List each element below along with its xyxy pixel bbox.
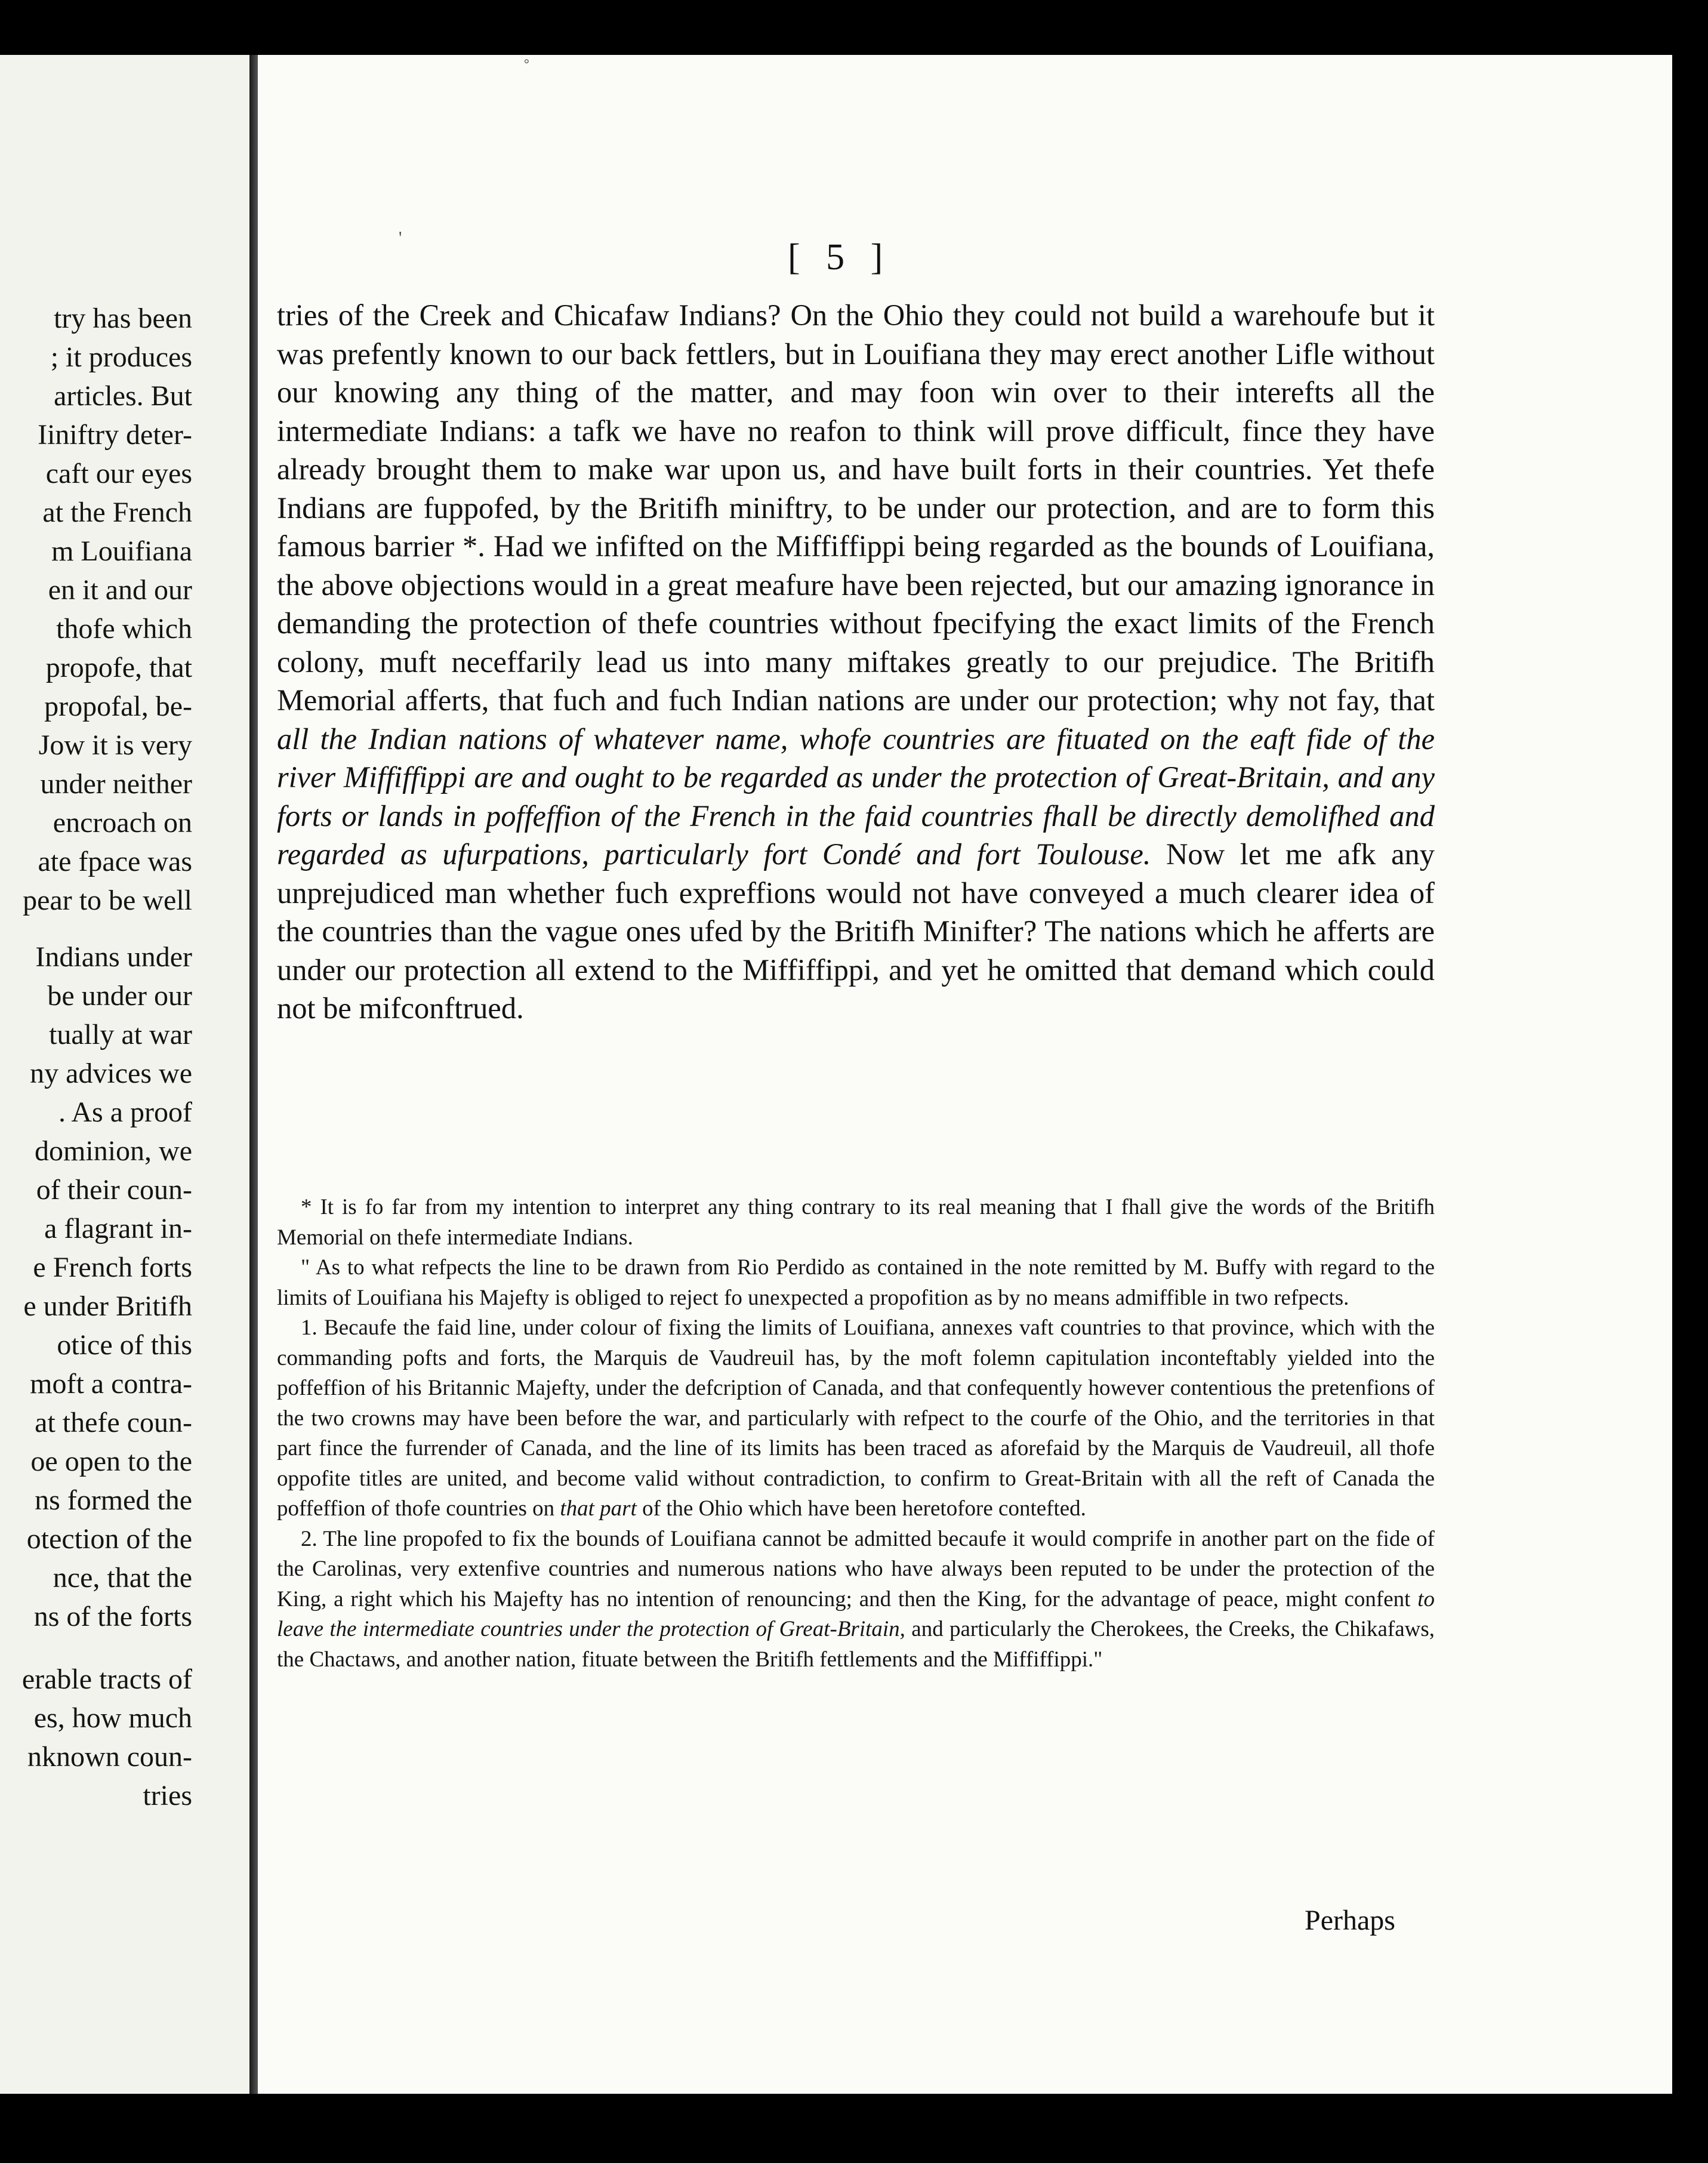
left-page-line: e French forts bbox=[33, 1252, 192, 1283]
left-page-line: a flagrant in- bbox=[44, 1213, 192, 1244]
left-page-line: at thefe coun- bbox=[35, 1407, 192, 1438]
left-page-line: articles. But bbox=[54, 380, 192, 412]
left-page-line: at the French bbox=[42, 497, 192, 528]
left-page-line: m Louifiana bbox=[51, 535, 192, 567]
footnote-point-2-text: 2. The line propofed to fix the bounds of Louifiana cannot be admitted becaufe it would comprife in another part on the fide of the Carolinas, very extenfive countries and numerous nations who have always been reputed to be under the protection of the King, a right which his Majefty has no intention of renouncing; and then the King, for the advantage of peace, might confent bbox=[277, 1526, 1435, 1612]
footnote-1: * It is fo far from my intention to interpret any thing contrary to its real meaning that I fhall give the words of the Britifh Memorial on thefe intermediate Indians. bbox=[277, 1195, 1435, 1250]
left-page-line: . As a proof bbox=[58, 1096, 192, 1128]
left-page-line: Jow it is very bbox=[38, 729, 192, 761]
right-page bbox=[258, 55, 1672, 2094]
footnote-point-1-end: of the Ohio which have been heretofore contefted. bbox=[642, 1496, 1086, 1521]
paper-speck: ° bbox=[524, 56, 529, 71]
ink-mark: ' bbox=[399, 228, 402, 248]
left-page-line: propofal, be- bbox=[44, 691, 192, 722]
left-page-line: ate fpace was bbox=[38, 846, 192, 877]
footnote-quote: " As to what refpects the line to be drawn from Rio Perdido as contained in the note remitted by M. Buffy with regard to the limits of Louifiana his Majefty is obliged to reject fo unexpected a propofition as by no means admiffible in two refpects. bbox=[277, 1255, 1435, 1310]
left-page-line: propofe, that bbox=[45, 652, 192, 683]
left-page-line: ny advices we bbox=[30, 1058, 192, 1089]
left-page-line: dominion, we bbox=[35, 1135, 192, 1167]
footnote-point-1-text: 1. Becaufe the faid line, under colour of fixing the limits of Louifiana, annexes vaft countries to that province, which with the commanding pofts and forts, the Marquis de Vaudreuil has, by the moft folemn capitulation inconteftably yielded into the poffeffion of his Britannic Majefty, under the defcription of Canada, and that confequently however contentious the pretenfions of the two crowns may have been before the war, and particularly with refpect to the courfe of the Ohio, and the territories in that part fince the furrender of Canada, and the line of its limits has been traced as aforefaid by the Marquis de Vaudreuil, all thofe oppofite titles are united, and become valid without contradiction, to confirm to Great-Britain with all the reft of Canada the poffeffion of thofe countries on bbox=[277, 1315, 1435, 1521]
left-page-line: under neither bbox=[40, 768, 192, 800]
left-page bbox=[0, 55, 249, 2094]
left-page-line: e under Britifh bbox=[23, 1290, 192, 1322]
footnote-point-1 bbox=[277, 1313, 1435, 1524]
left-page-line: tually at war bbox=[49, 1019, 192, 1050]
catchword: Perhaps bbox=[1305, 1905, 1395, 1936]
left-page-line: pear to be well bbox=[23, 885, 192, 916]
left-page-line: en it and our bbox=[48, 574, 192, 606]
body-italic-text: all the Indian nations of whatever name, whofe countries are fituated on the eaft fide of the river Miffiffippi are and ought to be regarded as under the protection of Great-Britain, and any forts or lands in poffeffion of the French in the faid countries fhall be directly demolifhed and regarded as ufurpations, particularly fort Condé and fort Toulouse. bbox=[277, 722, 1435, 871]
footnote-point-1-italic: that part bbox=[560, 1496, 637, 1521]
left-page-line: try has been bbox=[54, 303, 192, 334]
left-page-line: of their coun- bbox=[36, 1174, 192, 1206]
left-page-line: oe open to the bbox=[30, 1446, 192, 1477]
left-page-line: es, how much bbox=[33, 1702, 192, 1734]
left-page-line: be under our bbox=[47, 980, 192, 1012]
left-page-line: ns formed the bbox=[35, 1484, 192, 1516]
main-body-text bbox=[277, 296, 1435, 1028]
left-page-line: nce, that the bbox=[53, 1562, 192, 1594]
left-page-line: moft a contra- bbox=[30, 1368, 192, 1400]
left-page-line: tries bbox=[143, 1780, 192, 1811]
footnote-point-2-italic: to leave the intermediate countries under the protection of Great-Britain, bbox=[277, 1586, 1435, 1641]
page-number-header: [ 5 ] bbox=[788, 237, 892, 278]
left-page-line: encroach on bbox=[53, 807, 192, 839]
left-page-line: caft our eyes bbox=[45, 458, 192, 489]
book-gutter bbox=[249, 55, 258, 2094]
body-text-end: Now let me afk any unprejudiced man whether fuch expreffions would not have conveyed a much clearer idea of the countries than the vague ones ufed by the Britifh Minifter? The nations which he afferts are under our protection all extend to the Miffiffippi, and yet he omitted that demand which could not be mifconftrued. bbox=[277, 837, 1435, 1025]
body-text: tries of the Creek and Chicafaw Indians? On the Ohio they could not build a warehoufe but it was prefently known to our back fettlers, but in Louifiana they may erect another Lifle without our knowing any thing of the matter, and may foon win over to their interefts all the intermediate Indians: a tafk we have no reafon to think will prove difficult, fince they have already brought them to make war upon us, and have built forts in their countries. Yet thefe Indians are fuppofed, by the Britifh miniftry, to be under our protection, and are to form this famous barrier *. Had we infifted on the Miffiffippi being regarded as the bounds of Louifiana, the above objections would in a great meafure have been rejected, but our amazing ignorance in demanding the protection of thefe countries without fpecifying the exact limits of the French colony, muft neceffarily lead us into many miftakes greatly to our prejudice. The Britifh Memorial afferts, that fuch and fuch Indian nations are under our protection; why not fay, that bbox=[277, 298, 1435, 717]
footnote-point-2 bbox=[277, 1524, 1435, 1675]
left-page-line: Indians under bbox=[35, 941, 192, 973]
left-page-line: otice of this bbox=[57, 1329, 192, 1361]
footnote-point-2-end: and particularly the Cherokees, the Creeks, the Chikafaws, the Chactaws, and another nation, fituate between the Britifh fettlements and the Miffiffippi." bbox=[277, 1617, 1435, 1672]
left-page-line: ; it produces bbox=[50, 341, 192, 373]
left-page-line: otection of the bbox=[26, 1523, 192, 1555]
left-page-line: ns of the forts bbox=[33, 1601, 192, 1632]
left-page-line: erable tracts of bbox=[21, 1663, 192, 1695]
footnotes bbox=[277, 1193, 1435, 1675]
left-page-line: thofe which bbox=[56, 613, 192, 645]
left-page-line: Iiniftry deter- bbox=[38, 419, 192, 451]
body-paragraph bbox=[277, 296, 1435, 1028]
left-page-line: nknown coun- bbox=[27, 1741, 192, 1773]
